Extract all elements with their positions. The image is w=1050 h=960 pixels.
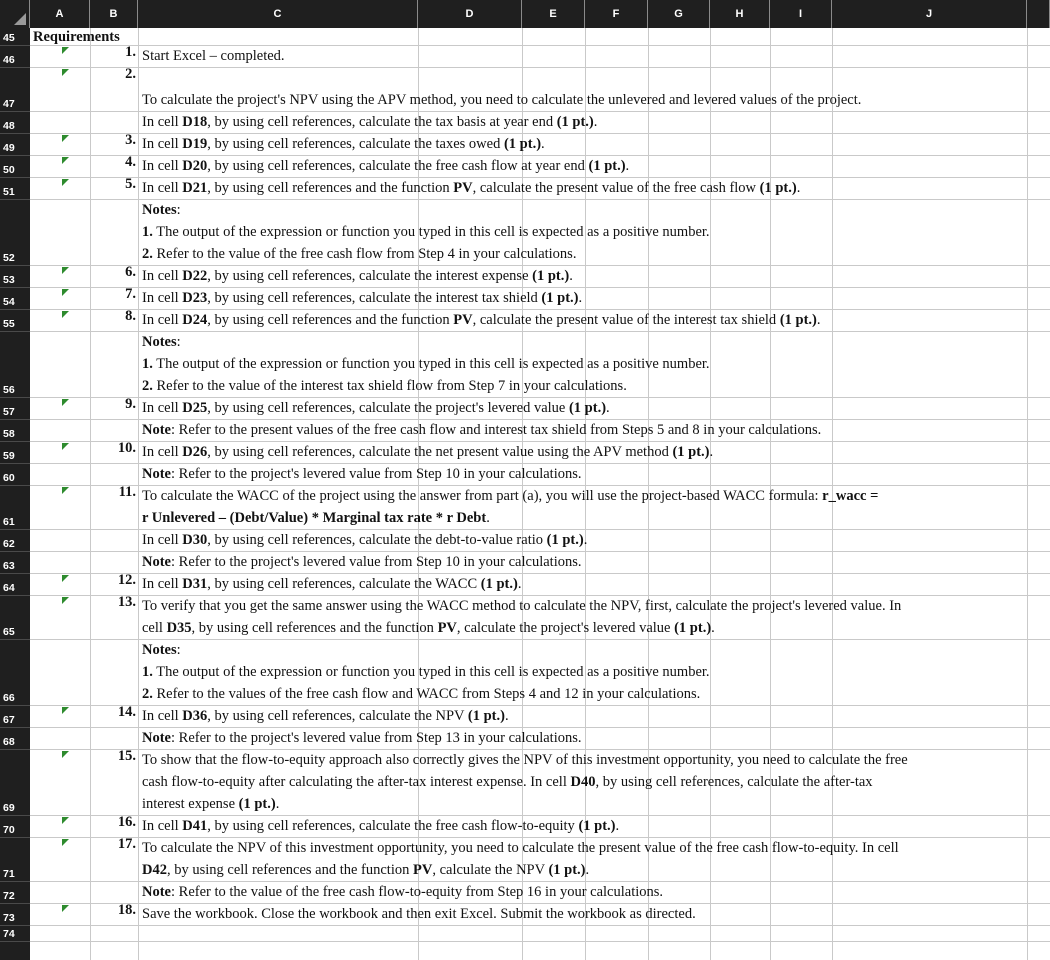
instruction-cell[interactable]	[142, 89, 1017, 111]
bold-text: (1 pt.)	[672, 444, 710, 460]
text-run: , by using cell references, calculate the tax basis at year end	[207, 114, 557, 130]
instruction-cell[interactable]	[142, 573, 1017, 595]
bold-text: D21	[182, 180, 208, 196]
instruction-line	[142, 727, 1017, 749]
instruction-cell[interactable]	[142, 419, 1017, 441]
step-number[interactable]: 15.	[117, 748, 136, 764]
row-header-65[interactable]: 65	[0, 596, 30, 640]
text-run: , by using cell references, calculate the debt-to-value ratio	[207, 532, 547, 548]
column-header-e[interactable]: E	[522, 0, 585, 28]
bold-text: Note	[142, 554, 171, 570]
instruction-cell[interactable]	[142, 309, 1017, 331]
text-run: , by using cell references, calculate the free cash flow-to-equity	[207, 818, 579, 834]
instruction-line	[142, 287, 1017, 309]
bold-text: (1 pt.)	[532, 268, 570, 284]
bold-text: (1 pt.)	[503, 136, 542, 152]
instruction-line	[142, 617, 1017, 639]
instruction-line	[142, 485, 1017, 507]
row-header-46[interactable]: 46	[0, 46, 30, 68]
row-header-74[interactable]: 74	[0, 926, 30, 942]
text-run: , by using cell references and the function	[207, 312, 454, 328]
text-run: : Refer to the project's levered value from Step 10 in your calculations.	[171, 554, 582, 570]
text-run: .	[606, 400, 610, 416]
bold-text: PV	[453, 312, 473, 328]
step-number[interactable]: 5.	[125, 176, 136, 192]
instruction-line	[142, 221, 1017, 243]
text-run: .	[593, 114, 598, 130]
text-run: The output of the expression or function you typed in this cell is expected as a positive number.	[152, 224, 710, 240]
step-number[interactable]: 13.	[117, 594, 136, 610]
bold-text: 2.	[142, 246, 153, 262]
instruction-line	[142, 309, 1017, 331]
text-run: , calculate the project's levered value	[456, 620, 675, 636]
step-number[interactable]: 4.	[125, 154, 136, 170]
text-run: In cell	[142, 268, 183, 284]
text-run: To verify that you get the same answer using the WACC method to calculate the NPV, first, calculate the project's levered value. In	[142, 598, 902, 614]
text-run: , by using cell references, calculate the interest tax shield	[207, 290, 542, 306]
sheet-row	[30, 926, 1050, 942]
bold-text: (1 pt.)	[759, 180, 797, 196]
text-run: , by using cell references, calculate the taxes owed	[207, 136, 504, 152]
bold-text: 1.	[142, 356, 153, 372]
text-run: Refer to the value of the free cash flow from Step 4 in your calculations.	[152, 246, 577, 262]
instruction-cell[interactable]	[142, 837, 1017, 881]
instruction-line	[142, 397, 1017, 419]
instruction-line	[142, 903, 1017, 925]
instruction-line	[142, 815, 1017, 837]
instruction-cell[interactable]	[142, 639, 1017, 705]
row-header-50[interactable]: 50	[0, 156, 30, 178]
step-number[interactable]: 10.	[117, 440, 136, 456]
instruction-cell[interactable]	[142, 815, 1017, 837]
row-header-67[interactable]: 67	[0, 706, 30, 728]
text-run: .	[541, 136, 545, 152]
instruction-cell[interactable]	[142, 133, 1017, 155]
column-header-h[interactable]: H	[710, 0, 770, 28]
bold-text: D23	[182, 290, 208, 306]
instruction-cell[interactable]	[142, 463, 1017, 485]
bold-text: (1 pt.)	[548, 862, 586, 878]
bold-text: Notes	[142, 202, 177, 218]
row-header-69[interactable]: 69	[0, 750, 30, 816]
text-run: .	[275, 796, 280, 812]
text-run: .	[578, 290, 583, 306]
bold-text: Notes	[142, 642, 177, 658]
instruction-line	[142, 177, 1017, 199]
instruction-line	[142, 639, 1017, 661]
text-run: To calculate the project's NPV using the APV method, you need to calculate the unlevered and levered values of the project.	[142, 92, 862, 108]
select-all-corner[interactable]	[0, 0, 30, 28]
text-run: : Refer to the value of the free cash flow-to-equity from Step 16 in your calculations.	[171, 884, 664, 900]
row-header-52[interactable]: 52	[0, 200, 30, 266]
text-run: .	[816, 312, 821, 328]
text-run: cell	[142, 620, 167, 636]
instruction-cell[interactable]	[142, 331, 1017, 397]
step-number[interactable]: 9.	[125, 396, 136, 412]
bold-text: D26	[182, 444, 208, 460]
instruction-cell[interactable]	[142, 485, 1017, 529]
step-number[interactable]: 3.	[125, 132, 136, 148]
text-run: In cell	[142, 114, 183, 130]
bold-text: D19	[182, 136, 208, 152]
instruction-cell[interactable]	[142, 749, 1017, 815]
text-run: In cell	[142, 158, 183, 174]
instruction-cell[interactable]	[142, 551, 1017, 573]
bold-text: 2.	[142, 686, 153, 702]
bold-text: (1 pt.)	[578, 818, 616, 834]
instruction-cell[interactable]	[142, 529, 1017, 551]
row-header-61[interactable]: 61	[0, 486, 30, 530]
bold-text: D18	[182, 114, 208, 130]
row-header-54[interactable]: 54	[0, 288, 30, 310]
instruction-cell[interactable]	[142, 441, 1017, 463]
column-header-g[interactable]: G	[648, 0, 710, 28]
requirements-heading[interactable]: Requirements	[33, 29, 120, 45]
column-header-extra[interactable]	[1027, 0, 1050, 28]
instruction-cell[interactable]	[142, 881, 1017, 903]
column-header-j[interactable]: J	[832, 0, 1027, 28]
text-run: In cell	[142, 444, 183, 460]
instruction-line	[142, 529, 1017, 551]
text-run: In cell	[142, 818, 183, 834]
bold-text: Note	[142, 466, 171, 482]
instruction-line	[142, 45, 1017, 67]
row-header-68[interactable]: 68	[0, 728, 30, 750]
bold-text: PV	[413, 862, 433, 878]
text-run: In cell	[142, 400, 183, 416]
bold-text: D41	[182, 818, 208, 834]
bold-text: (1 pt.)	[238, 796, 276, 812]
text-run: The output of the expression or function you typed in this cell is expected as a positive number.	[152, 664, 710, 680]
select-all-triangle-icon	[14, 13, 26, 25]
instruction-cell[interactable]	[142, 111, 1017, 133]
text-run: : Refer to the project's levered value from Step 13 in your calculations.	[171, 730, 582, 746]
text-run: .	[569, 268, 573, 284]
text-run: In cell	[142, 136, 183, 152]
text-run: .	[486, 510, 490, 526]
bold-text: D31	[182, 576, 208, 592]
row-header-56[interactable]: 56	[0, 332, 30, 398]
bold-text: D30	[182, 532, 208, 548]
text-run: , by using cell references, calculate the free cash flow at year end	[207, 158, 589, 174]
bold-text: 2.	[142, 378, 153, 394]
bold-text: Notes	[142, 334, 177, 350]
text-run: , by using cell references, calculate the project's levered value	[207, 400, 569, 416]
bold-text: D25	[182, 400, 208, 416]
text-run: .	[585, 862, 590, 878]
step-number[interactable]: 11.	[118, 484, 136, 500]
instruction-line	[142, 133, 1017, 155]
row-header-47[interactable]: 47	[0, 68, 30, 112]
bold-text: (1 pt.)	[467, 708, 505, 724]
text-run: , by using cell references, calculate the after-tax	[595, 774, 873, 790]
sheet-row	[30, 28, 1050, 46]
text-run: :	[176, 642, 181, 658]
instruction-cell[interactable]	[142, 199, 1017, 265]
instruction-line	[142, 89, 1017, 111]
instruction-line	[142, 859, 1017, 881]
column-header-f[interactable]: F	[585, 0, 648, 28]
step-number[interactable]: 12.	[117, 572, 136, 588]
bold-text: D22	[182, 268, 208, 284]
instruction-cell[interactable]	[142, 287, 1017, 309]
row-header-59[interactable]: 59	[0, 442, 30, 464]
instruction-cell[interactable]	[142, 903, 1017, 925]
instruction-cell[interactable]	[142, 45, 1017, 67]
column-header-c[interactable]: C	[138, 0, 418, 28]
instruction-line	[142, 199, 1017, 221]
row-header-62[interactable]: 62	[0, 530, 30, 552]
text-run: , by using cell references and the function	[166, 862, 413, 878]
row-header-66[interactable]: 66	[0, 640, 30, 706]
bold-text: (1 pt.)	[546, 532, 584, 548]
bold-text: D36	[182, 708, 208, 724]
instruction-line	[142, 837, 1017, 859]
row-header-55[interactable]: 55	[0, 310, 30, 332]
column-header-b[interactable]: B	[90, 0, 138, 28]
row-header-70[interactable]: 70	[0, 816, 30, 838]
bold-text: Note	[142, 422, 171, 438]
text-run: In cell	[142, 290, 183, 306]
text-run: .	[711, 620, 715, 636]
bold-text: D42	[142, 862, 167, 878]
text-run: , calculate the present value of the interest tax shield	[472, 312, 780, 328]
bold-text: (1 pt.)	[674, 620, 712, 636]
text-run: Start Excel – completed.	[142, 48, 285, 64]
text-run: .	[709, 444, 714, 460]
text-run: : Refer to the project's levered value from Step 10 in your calculations.	[171, 466, 582, 482]
instruction-line	[142, 771, 1017, 793]
bold-text: (1 pt.)	[480, 576, 518, 592]
text-run: .	[504, 708, 509, 724]
instruction-cell[interactable]	[142, 265, 1017, 287]
text-run: , by using cell references, calculate the interest expense	[207, 268, 533, 284]
instruction-line	[142, 507, 1017, 529]
bold-text: PV	[453, 180, 473, 196]
bold-text: 1.	[142, 664, 153, 680]
text-run: Refer to the values of the free cash flow and WACC from Steps 4 and 12 in your calculations.	[152, 686, 701, 702]
bold-text: (1 pt.)	[779, 312, 817, 328]
text-run: In cell	[142, 180, 183, 196]
text-run: , by using cell references and the function	[191, 620, 438, 636]
row-header-gutter	[0, 28, 30, 960]
text-run: The output of the expression or function you typed in this cell is expected as a positive number.	[152, 356, 710, 372]
step-number[interactable]: 7.	[125, 286, 136, 302]
text-run: .	[583, 532, 588, 548]
step-number[interactable]: 1.	[125, 44, 136, 60]
row-header-64[interactable]: 64	[0, 574, 30, 596]
row-header-51[interactable]: 51	[0, 178, 30, 200]
bold-text: (1 pt.)	[556, 114, 594, 130]
row-header-57[interactable]: 57	[0, 398, 30, 420]
instruction-cell[interactable]	[142, 155, 1017, 177]
bold-text: Note	[142, 884, 171, 900]
instruction-line	[142, 595, 1017, 617]
instruction-line	[142, 573, 1017, 595]
text-run: In cell	[142, 708, 183, 724]
step-number[interactable]: 18.	[117, 902, 136, 918]
text-run: Save the workbook. Close the workbook and then exit Excel. Submit the workbook as directed.	[142, 906, 696, 922]
row-header-45[interactable]: 45	[0, 28, 30, 46]
text-run: , by using cell references, calculate the net present value using the APV method	[207, 444, 673, 460]
bold-text: r Unlevered – (Debt/Value) * Marginal tax rate * r Debt	[142, 510, 487, 526]
bold-text: (1 pt.)	[588, 158, 626, 174]
row-header-72[interactable]: 72	[0, 882, 30, 904]
instruction-cell[interactable]	[142, 177, 1017, 199]
text-run: Refer to the value of the interest tax shield flow from Step 7 in your calculations.	[152, 378, 627, 394]
instruction-line	[142, 155, 1017, 177]
instruction-line	[142, 661, 1017, 683]
instruction-line	[142, 265, 1017, 287]
instruction-line	[142, 793, 1017, 815]
row-header-71[interactable]: 71	[0, 838, 30, 882]
instruction-line	[142, 441, 1017, 463]
instruction-cell[interactable]	[142, 595, 1017, 639]
text-run: , calculate the NPV	[432, 862, 549, 878]
bold-text: Note	[142, 730, 171, 746]
instruction-line	[142, 375, 1017, 397]
bold-text: D40	[570, 774, 596, 790]
instruction-line	[142, 881, 1017, 903]
instruction-cell[interactable]	[142, 705, 1017, 727]
instruction-line	[142, 683, 1017, 705]
instruction-line	[142, 551, 1017, 573]
step-number[interactable]: 16.	[117, 814, 136, 830]
text-run: , by using cell references and the function	[207, 180, 454, 196]
column-header-d[interactable]: D	[418, 0, 522, 28]
text-run: cash flow-to-equity after calculating the after-tax interest expense. In cell	[142, 774, 571, 790]
bold-text: 1.	[142, 224, 153, 240]
instruction-cell[interactable]	[142, 727, 1017, 749]
bold-text: D35	[166, 620, 192, 636]
instruction-line	[142, 419, 1017, 441]
text-run: .	[517, 576, 522, 592]
row-header-60[interactable]: 60	[0, 464, 30, 486]
instruction-line	[142, 705, 1017, 727]
step-number[interactable]: 14.	[117, 704, 136, 720]
instruction-line	[142, 243, 1017, 265]
text-run: , by using cell references, calculate the WACC	[207, 576, 481, 592]
text-run: , calculate the present value of the free cash flow	[472, 180, 760, 196]
text-run: In cell	[142, 576, 183, 592]
text-run: .	[625, 158, 630, 174]
row-header-53[interactable]: 53	[0, 266, 30, 288]
row-header-58[interactable]: 58	[0, 420, 30, 442]
instruction-line	[142, 331, 1017, 353]
text-run: :	[176, 334, 181, 350]
step-number[interactable]: 17.	[117, 836, 136, 852]
bold-text: D20	[182, 158, 208, 174]
text-run: :	[176, 202, 181, 218]
bold-text: PV	[437, 620, 457, 636]
row-header-73[interactable]: 73	[0, 904, 30, 926]
instruction-line	[142, 353, 1017, 375]
bold-text: (1 pt.)	[541, 290, 579, 306]
text-run: In cell	[142, 532, 183, 548]
text-run: .	[796, 180, 801, 196]
row-header-49[interactable]: 49	[0, 134, 30, 156]
column-header-i[interactable]: I	[770, 0, 832, 28]
row-header-63[interactable]: 63	[0, 552, 30, 574]
column-header-a[interactable]: A	[30, 0, 90, 28]
row-header-48[interactable]: 48	[0, 112, 30, 134]
text-run: To show that the flow-to-equity approach also correctly gives the NPV of this investment opportunity, you need to calculate the free	[142, 752, 908, 768]
bold-text: r_wacc =	[822, 488, 879, 504]
text-run: To calculate the NPV of this investment opportunity, you need to calculate the present value of the free cash flow-to-equity. In cell	[142, 840, 899, 856]
instruction-cell[interactable]	[142, 397, 1017, 419]
text-run: In cell	[142, 312, 183, 328]
step-number[interactable]: 8.	[125, 308, 136, 324]
text-run: .	[615, 818, 620, 834]
text-run: , by using cell references, calculate the NPV	[207, 708, 468, 724]
step-number[interactable]: 2.	[125, 66, 136, 82]
bold-text: (1 pt.)	[568, 400, 607, 416]
step-number[interactable]: 6.	[125, 264, 136, 280]
bold-text: D24	[182, 312, 208, 328]
text-run: interest expense	[142, 796, 239, 812]
instruction-line	[142, 463, 1017, 485]
instruction-line	[142, 749, 1017, 771]
instruction-line	[142, 111, 1017, 133]
text-run: : Refer to the present values of the free cash flow and interest tax shield from Steps 5 and 8 in your calculations.	[171, 422, 822, 438]
text-run: To calculate the WACC of the project using the answer from part (a), you will use the project-based WACC formula:	[142, 488, 823, 504]
